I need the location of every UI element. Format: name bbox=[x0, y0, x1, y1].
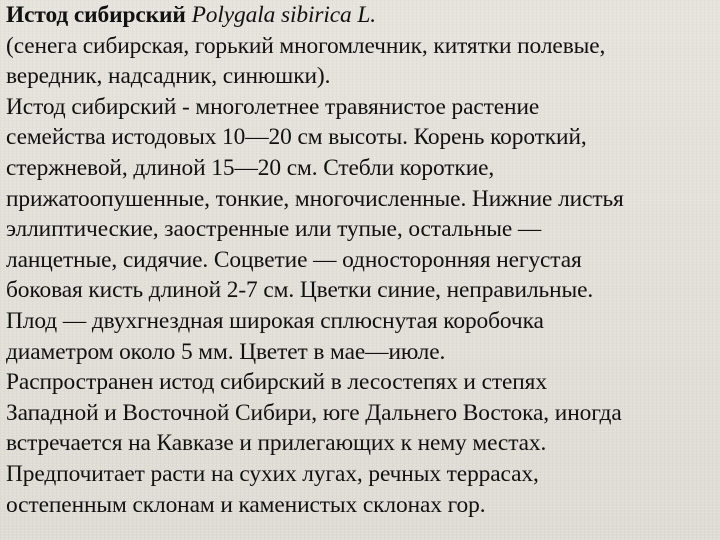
text-line: вередник, надсадник, синюшки). bbox=[6, 63, 331, 90]
text-line: встречается на Кавказе и прилегающих к нему местах. bbox=[6, 430, 547, 457]
text-line: Западной и Восточной Сибири, юге Дальнего Востока, иногда bbox=[6, 399, 622, 426]
document-text bbox=[6, 0, 714, 520]
text-line: эллиптические, заостренные или тупые, остальные — bbox=[6, 216, 542, 243]
title-russian: Истод сибирский bbox=[6, 2, 186, 28]
text-line: прижатоопушенные, тонкие, многочисленные. Нижние листья bbox=[6, 185, 624, 212]
text-line: (сенега сибирская, горький многомлечник, китятки полевые, bbox=[6, 32, 606, 59]
text-line: семейства истодовых 10—20 см высоты. Корень короткий, bbox=[6, 124, 587, 151]
text-line: Истод сибирский - многолетнее травянистое растение bbox=[6, 93, 540, 120]
text-line: Распространен истод сибирский в лесостепях и степях bbox=[6, 369, 547, 396]
text-line: боковая кисть длиной 2-7 см. Цветки синие, неправильные. bbox=[6, 277, 594, 304]
text-line: ланцетные, сидячие. Соцветие — односторонняя негустая bbox=[6, 246, 582, 273]
text-line: остепенным склонам и каменистых склонах гор. bbox=[6, 491, 486, 518]
text-line: диаметром около 5 мм. Цветет в мае—июле. bbox=[6, 338, 446, 365]
text-line: стержневой, длиной 15—20 см. Стебли короткие, bbox=[6, 154, 495, 181]
text-line: Плод — двухгнездная широкая сплюснутая коробочка bbox=[6, 307, 544, 334]
title-latin: Polygala sibirica L. bbox=[191, 2, 377, 28]
text-line: Предпочитает расти на сухих лугах, речных террасах, bbox=[6, 460, 539, 487]
title-line bbox=[6, 0, 714, 31]
